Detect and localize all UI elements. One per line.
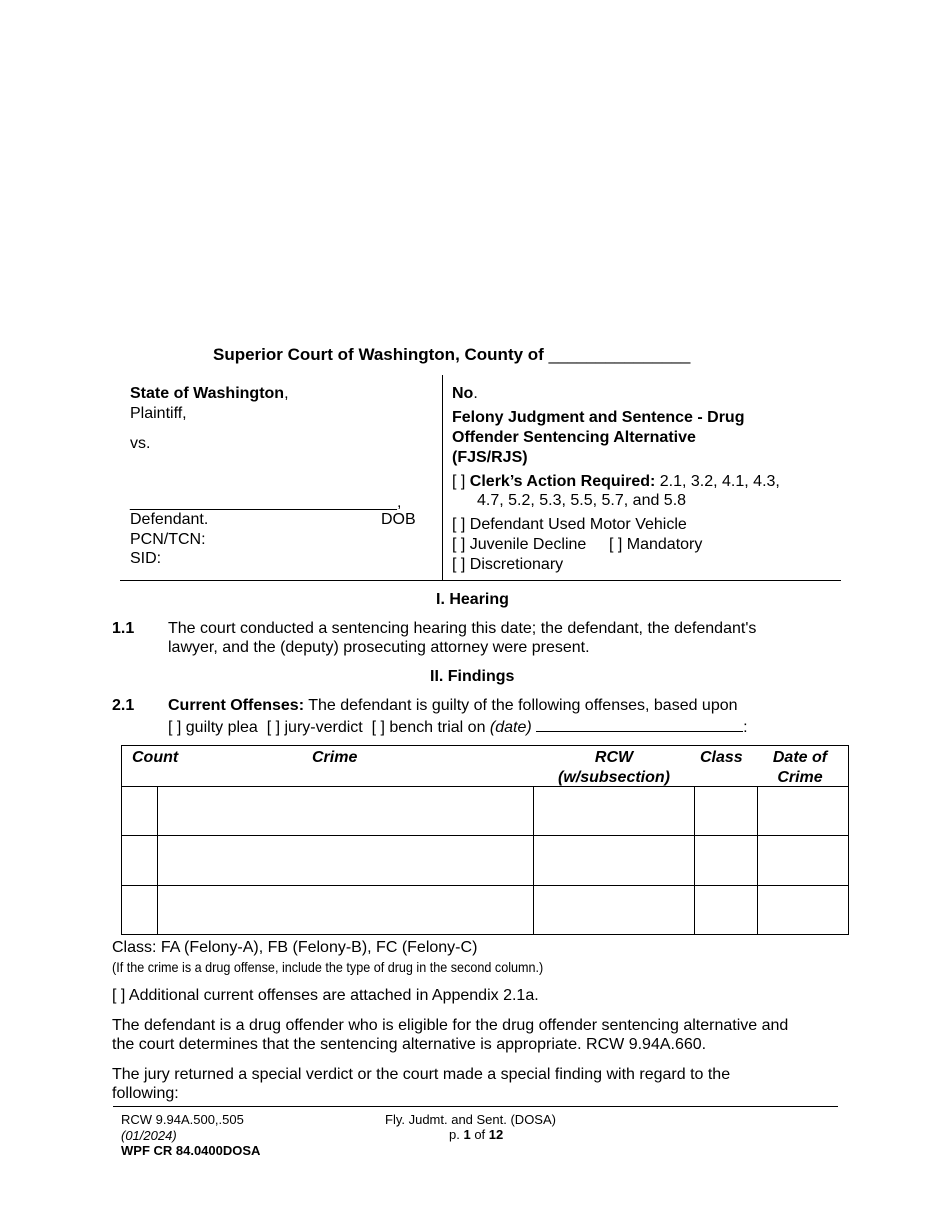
appendix-checkbox[interactable]: [ ] Additional current offenses are attached in Appendix 2.1a.: [112, 987, 539, 1004]
page-total: 12: [488, 1127, 504, 1142]
caption-divider-vertical: [442, 375, 443, 580]
date-header-line-2: Crime: [777, 769, 823, 786]
clerk-action-label: Clerk’s Action Required:: [469, 473, 656, 490]
footer-revision: (01/2024): [121, 1128, 177, 1143]
footer-page-number: [449, 1127, 503, 1142]
table-row-divider: [122, 835, 848, 836]
caption-divider-horizontal: [120, 580, 841, 581]
crime-header: Crime: [312, 749, 358, 766]
current-offenses-label: Current Offenses:: [168, 697, 305, 714]
table-col-divider: [157, 786, 158, 934]
drug-type-note: (If the crime is a drug offense, include the type of drug in the second column.): [112, 959, 544, 975]
sid-label: SID:: [130, 550, 162, 567]
clerk-action-refs-2: 4.7, 5.2, 5.3, 5.5, 5.7, and 5.8: [477, 492, 687, 509]
county-blank: _______________: [548, 345, 691, 364]
clerk-action-refs: 2.1, 3.2, 4.1, 4.3,: [659, 473, 780, 490]
offenses-table: [121, 745, 849, 935]
date-of-crime-header: [758, 748, 842, 788]
hearing-heading: I. Hearing: [436, 591, 509, 608]
plaintiff-label: Plaintiff,: [130, 405, 187, 422]
table-col-divider: [757, 786, 758, 934]
table-header-divider: [122, 786, 848, 787]
footer-rcw: RCW 9.94A.500,.505: [121, 1112, 244, 1127]
table-row-divider: [122, 885, 848, 886]
motor-vehicle-checkbox[interactable]: [ ] Defendant Used Motor Vehicle: [452, 516, 687, 533]
count-header: Count: [132, 749, 179, 766]
discretionary-checkbox[interactable]: [ ] Discretionary: [452, 556, 564, 573]
rcw-header-line-2: (w/subsection): [557, 769, 670, 786]
date-header-line-1: Date of: [772, 749, 828, 766]
state-comma: ,: [284, 385, 289, 402]
table-col-divider: [694, 786, 695, 934]
section-1-1-text-2: lawyer, and the (deputy) prosecuting attorney were present.: [168, 639, 590, 656]
court-title-text: Superior Court of Washington, County of: [213, 345, 544, 364]
case-number-dot: .: [473, 385, 478, 402]
bench-trial-checkbox[interactable]: [ ] bench trial on: [371, 719, 486, 736]
juvenile-decline-checkbox[interactable]: [ ] Juvenile Decline: [452, 536, 587, 553]
special-verdict-text-1: The jury returned a special verdict or the court made a special finding with regard to the: [112, 1066, 731, 1083]
state-of-washington: State of Washington: [130, 385, 285, 402]
special-verdict-text-2: following:: [112, 1085, 179, 1102]
rcw-header: [534, 748, 694, 788]
case-number-label: No: [452, 385, 474, 402]
clerk-action-line: [452, 473, 780, 491]
date-colon: :: [743, 719, 748, 736]
current-offenses-line: [168, 697, 738, 715]
footer-form-id: WPF CR 84.0400DOSA: [121, 1143, 261, 1158]
plaintiff-party: [130, 385, 289, 403]
section-1-1-number: 1.1: [112, 620, 135, 637]
class-legend: Class: FA (Felony-A), FB (Felony-B), FC (Felony-C): [112, 939, 478, 956]
pcn-tcn-label: PCN/TCN:: [130, 531, 206, 548]
document-title-line-2: Offender Sentencing Alternative: [452, 429, 696, 446]
guilty-plea-checkbox[interactable]: [ ] guilty plea: [168, 719, 258, 736]
court-title: [213, 345, 690, 365]
document-title-line-3: (FJS/RJS): [452, 449, 528, 466]
findings-heading: II. Findings: [430, 668, 515, 685]
table-col-divider: [533, 786, 534, 934]
page-current: 1: [463, 1127, 471, 1142]
defendant-label: Defendant.: [130, 511, 209, 528]
clerk-action-checkbox[interactable]: [ ]: [452, 473, 466, 490]
class-header: Class: [700, 749, 743, 766]
mandatory-checkbox[interactable]: [ ] Mandatory: [609, 536, 703, 553]
section-1-1-text-1: The court conducted a sentencing hearing this date; the defendant, the defendant's: [168, 620, 757, 637]
versus-label: vs.: [130, 435, 151, 452]
defendant-name-line[interactable]: ______________________________,: [130, 494, 402, 511]
eligibility-text-1: The defendant is a drug offender who is eligible for the drug offender sentencing alternative and: [112, 1017, 789, 1034]
page-of: of: [474, 1127, 486, 1142]
case-number: [452, 385, 478, 403]
section-2-1-number: 2.1: [112, 697, 135, 714]
document-title-line-1: Felony Judgment and Sentence - Drug: [452, 409, 745, 426]
trial-date-blank[interactable]: [536, 717, 743, 732]
footer-divider: [113, 1106, 838, 1107]
date-label: (date): [489, 719, 532, 736]
footer-title: Fly. Judmt. and Sent. (DOSA): [385, 1112, 556, 1127]
current-offenses-text: The defendant is guilty of the following offenses, based upon: [308, 697, 738, 714]
page-prefix: p.: [449, 1127, 460, 1142]
dob-label: DOB: [381, 511, 416, 528]
verdict-options: [168, 717, 748, 737]
jury-verdict-checkbox[interactable]: [ ] jury-verdict: [266, 719, 363, 736]
rcw-header-line-1: RCW: [594, 749, 634, 766]
eligibility-text-2: the court determines that the sentencing alternative is appropriate. RCW 9.94A.660.: [112, 1036, 707, 1053]
